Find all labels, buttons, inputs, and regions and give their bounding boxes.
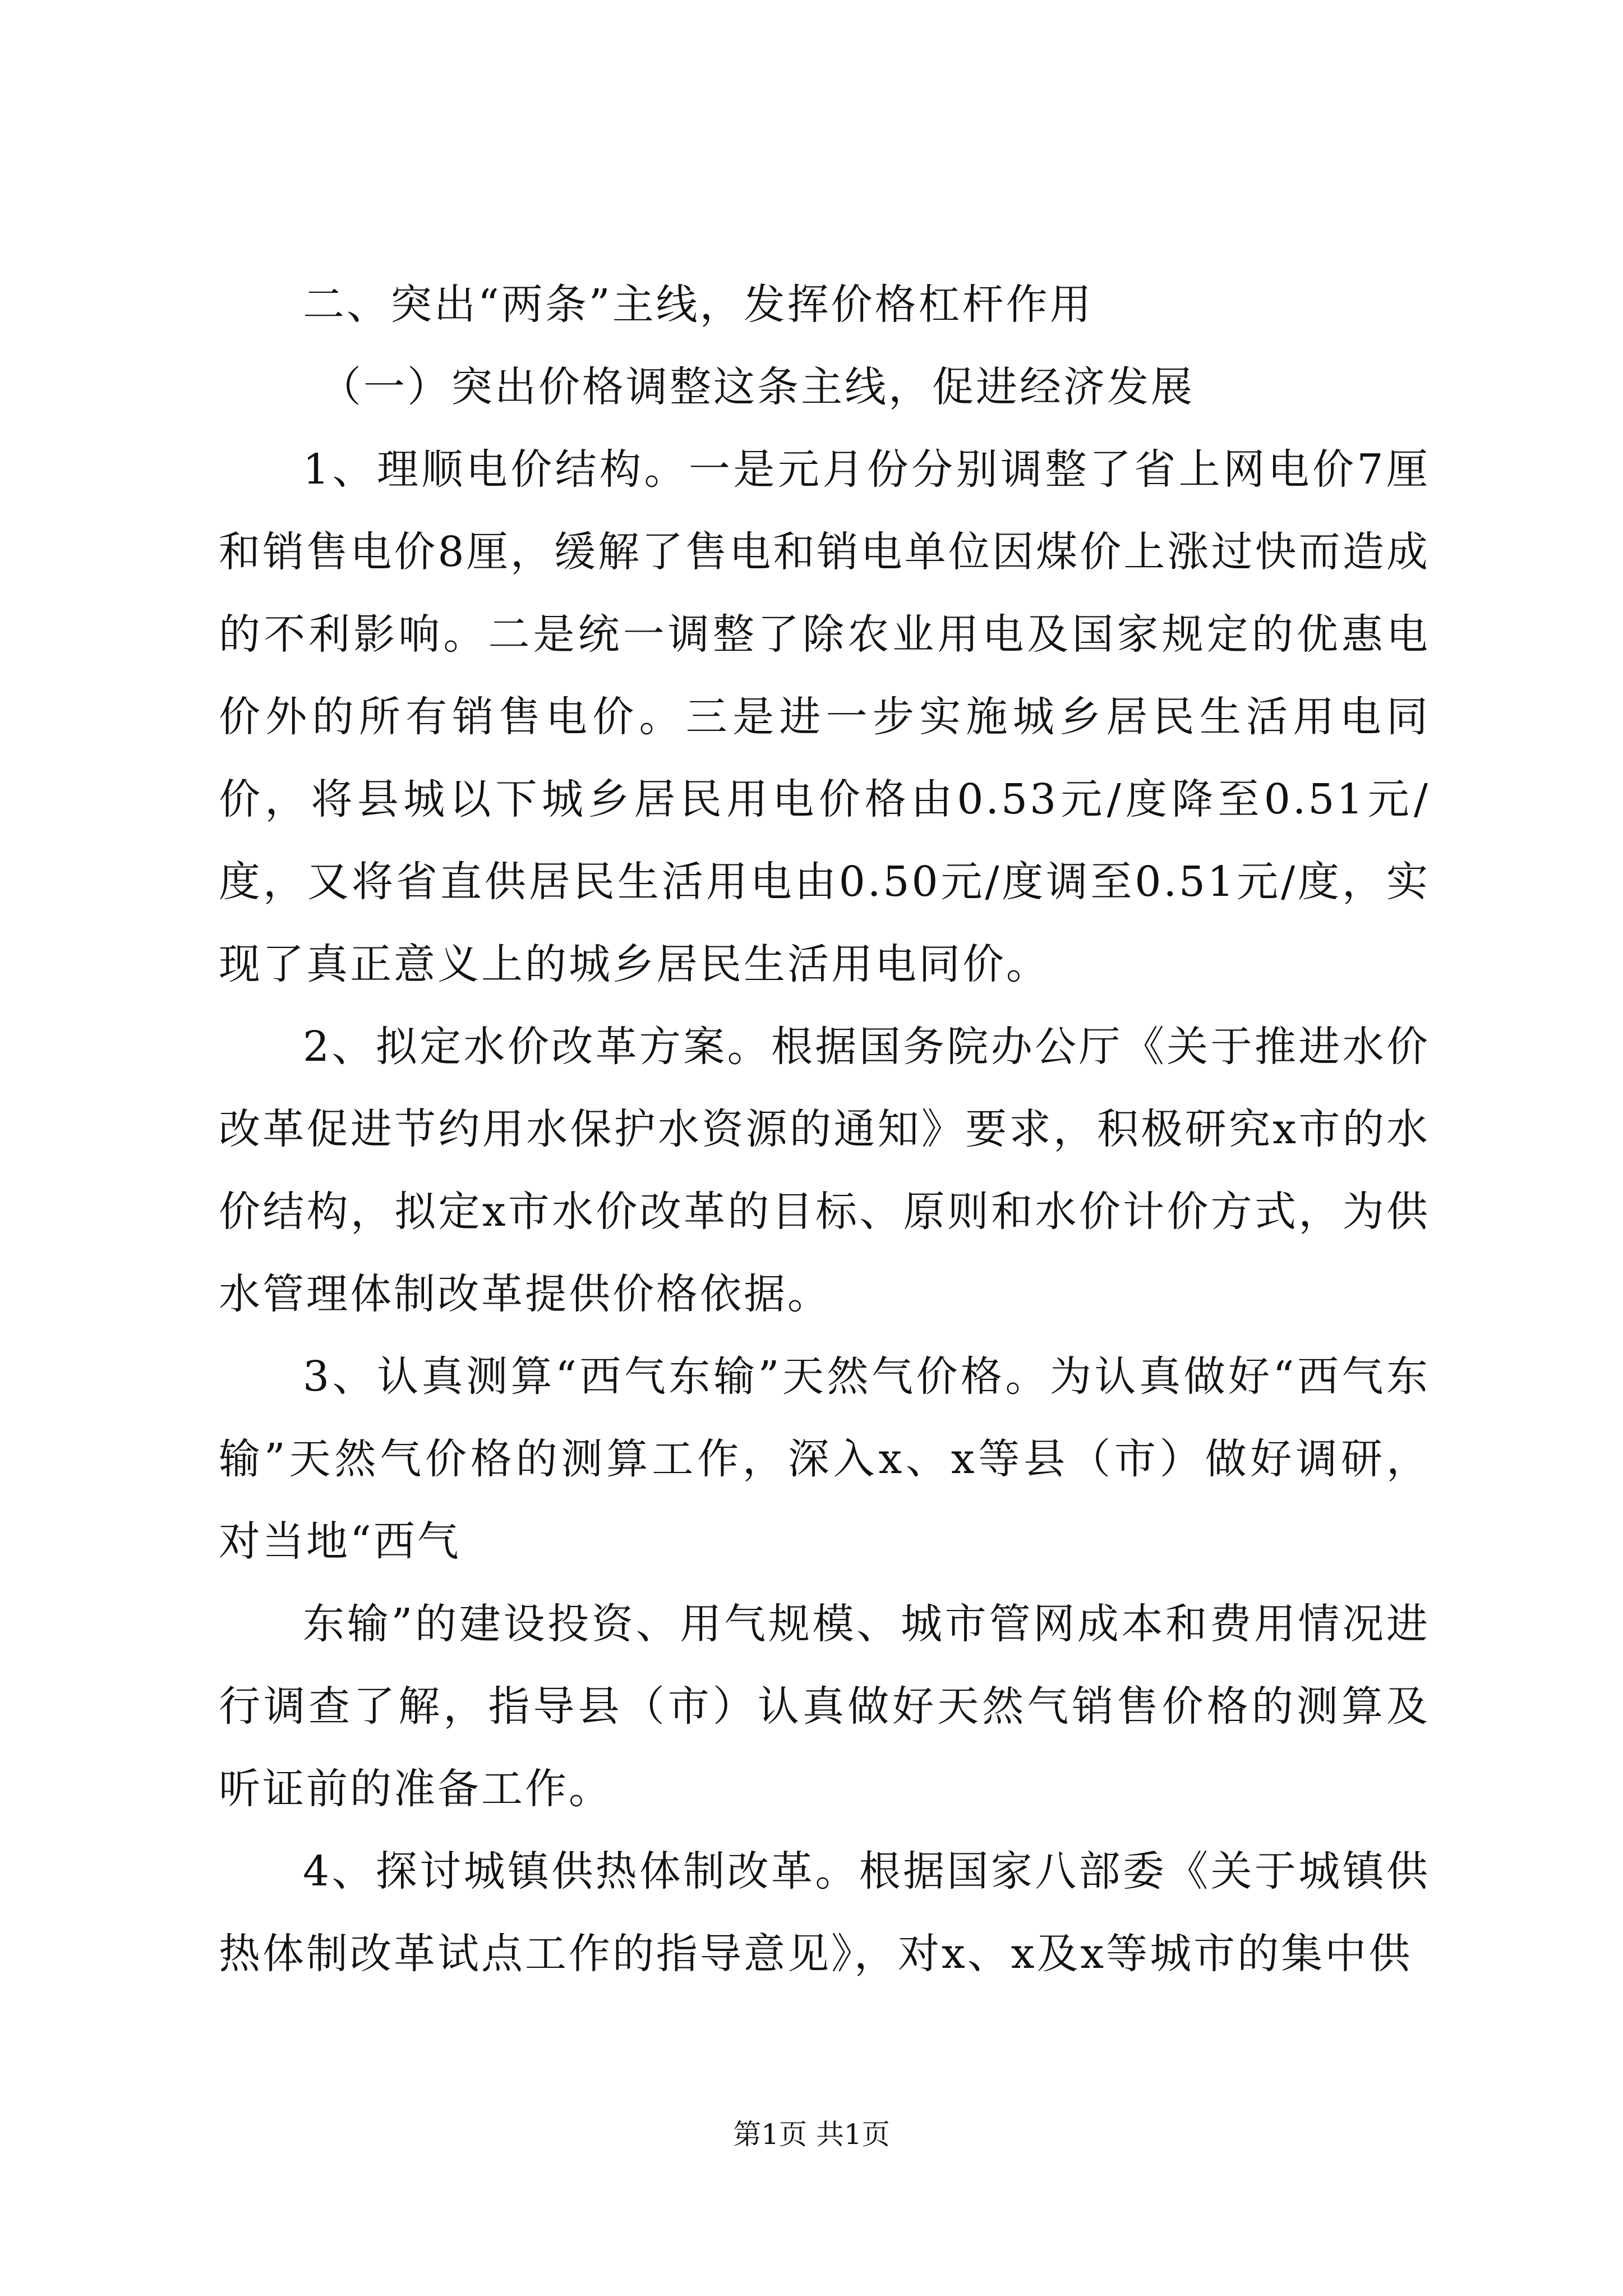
page-footer: 第1页 共1页 [733,2118,890,2151]
paragraph-gas-price: 3、认真测算“西气东输”天然气价格。为认真做好“西气东输”天然气价格的测算工作，深入x、x等县（市）做好调研，对当地“西气 [219,1352,1430,1566]
document-body [219,264,1430,1995]
subsection-heading: （一）突出价格调整这条主线，促进经济发展 [320,363,1195,411]
paragraph-heating-reform: 4、探讨城镇供热体制改革。根据国家八部委《关于城镇供热体制改革试点工作的指导意见》，对x、x及x等城市的集中供 [219,1847,1430,1978]
paragraph-electricity-price: 1、理顺电价结构。一是元月份分别调整了省上网电价7厘和销售电价8厘，缓解了售电和销电单位因煤价上涨过快而造成的不利影响。二是统一调整了除农业用电及国家规定的优惠电价外的所有销售电价。三是进一步实施城乡居民生活用电同价，将县城以下城乡居民用电价格由0.53元/度降至0.51元/度，又将省直供居民生活用电由0.50元/度调至0.51元/度，实现了真正意义上的城乡居民生活用电同价。 [219,445,1430,988]
paragraph-water-price: 2、拟定水价改革方案。根据国务院办公厅《关于推进水价改革促进节约用水保护水资源的通知》要求，积极研究x市的水价结构，拟定x市水价改革的目标、原则和水价计价方式，为供水管理体制改革提供价格依据。 [219,1023,1430,1318]
section-heading: 二、突出“两条”主线，发挥价格杠杆作用 [303,280,1094,329]
paragraph-gas-price-continued: 东输”的建设投资、用气规模、城市管网成本和费用情况进行调查了解，指导县（市）认真做好天然气销售价格的测算及听证前的准备工作。 [219,1600,1430,1813]
